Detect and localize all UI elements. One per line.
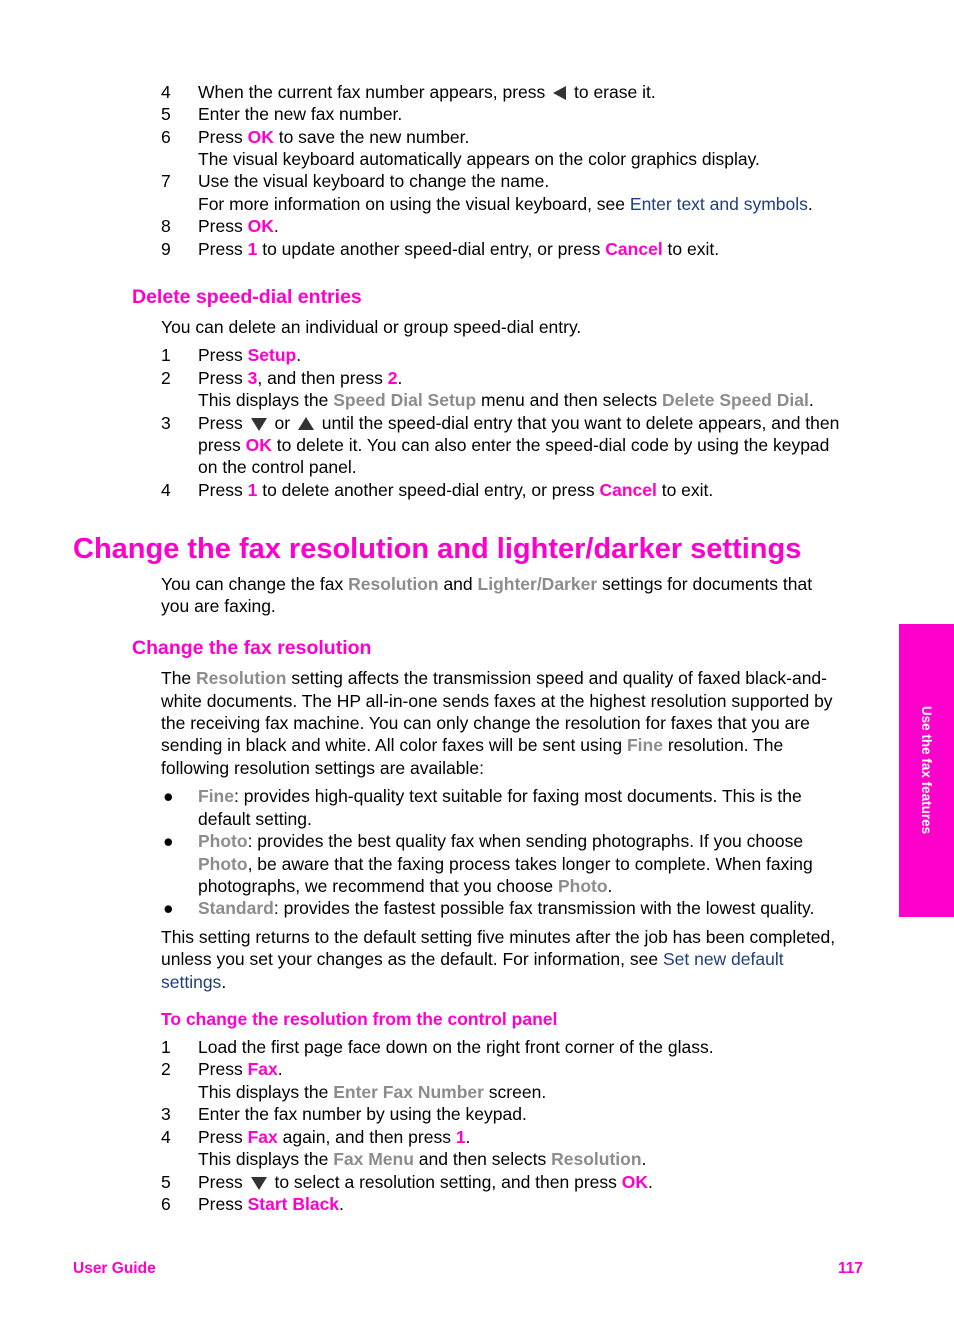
step-number: 1 xyxy=(161,345,171,365)
left-arrow-icon xyxy=(553,86,566,100)
photo-term: Photo xyxy=(557,876,608,896)
step-number: 6 xyxy=(161,1194,171,1214)
setup-key-label: Setup xyxy=(247,345,297,365)
paragraph-line: unless you set your changes as the default. For information, see Set new default xyxy=(161,949,784,969)
step-text: Use the visual keyboard to change the name. xyxy=(198,171,550,191)
main-intro: You can change the fax Resolution and Lighter/Darker settings for documents that xyxy=(161,574,813,594)
step-text: Enter the new fax number. xyxy=(198,104,403,124)
step-number: 4 xyxy=(161,1127,171,1147)
fax-key-label: Fax xyxy=(247,1127,278,1147)
step-note: This displays the Enter Fax Number screen. xyxy=(198,1082,547,1102)
resolution-setting-name: Resolution xyxy=(196,668,287,688)
step-text: Press OK. xyxy=(198,216,279,236)
step-note: This displays the Speed Dial Setup menu and then selects Delete Speed Dial. xyxy=(198,390,814,410)
chapter-side-tab[interactable] xyxy=(899,624,954,917)
standard-term: Standard xyxy=(198,898,274,918)
step-number: 8 xyxy=(161,216,171,236)
step-number: 5 xyxy=(161,104,171,124)
paragraph-line: the receiving fax machine. You can only change the resolution for faxes that you are xyxy=(161,713,810,733)
step-note: This displays the Fax Menu and then selects Resolution. xyxy=(198,1149,647,1169)
key-1-label: 1 xyxy=(455,1127,466,1147)
step-text-line-3: on the control panel. xyxy=(198,457,357,477)
step-number: 2 xyxy=(161,368,171,388)
bullet-text: Photo: provides the best quality fax when sending photographs. If you choose xyxy=(198,831,804,851)
link-set-new-default-settings[interactable]: Set new default xyxy=(662,949,784,969)
cancel-key-label: Cancel xyxy=(599,480,657,500)
step-note: The visual keyboard automatically appears on the color graphics display. xyxy=(198,149,760,169)
ok-key-label: OK xyxy=(245,435,272,455)
link-set-new-default-settings-cont[interactable]: settings xyxy=(161,972,222,992)
main-intro-line-2: you are faxing. xyxy=(161,596,276,616)
step-number: 3 xyxy=(161,413,171,433)
bullet-marker: ● xyxy=(163,831,174,851)
step-number: 4 xyxy=(161,480,171,500)
step-number: 5 xyxy=(161,1172,171,1192)
footer-guide-name: User Guide xyxy=(73,1260,156,1277)
bullet-text: Fine: provides high-quality text suitable for faxing most documents. This is the xyxy=(198,786,802,806)
step-text: Enter the fax number by using the keypad. xyxy=(198,1104,527,1124)
chapter-side-tab-label: Use the fax features xyxy=(919,705,935,835)
step-number: 9 xyxy=(161,239,171,259)
menu-item-name: Resolution xyxy=(551,1149,642,1169)
screen-name: Enter Fax Number xyxy=(333,1082,484,1102)
section-intro: You can delete an individual or group speed-dial entry. xyxy=(161,317,582,337)
down-arrow-icon xyxy=(251,418,267,431)
paragraph-line: The Resolution setting affects the transmission speed and quality of faxed black-and- xyxy=(161,668,827,688)
step-number: 4 xyxy=(161,82,171,102)
step-text: Press Start Black. xyxy=(198,1194,344,1214)
link-enter-text-and-symbols[interactable]: Enter text and symbols xyxy=(629,194,808,214)
step-text: Press Fax. xyxy=(198,1059,283,1079)
fax-key-label: Fax xyxy=(247,1059,278,1079)
bullet-text: Standard: provides the fastest possible fax transmission with the lowest quality. xyxy=(198,898,815,918)
key-1-label: 1 xyxy=(247,239,258,259)
fine-term: Fine xyxy=(198,786,234,806)
bullet-text-line-2: default setting. xyxy=(198,809,312,829)
up-arrow-icon xyxy=(298,417,314,430)
photo-term: Photo xyxy=(198,854,248,874)
bullet-marker: ● xyxy=(163,786,174,806)
section-heading-fax-resolution: Change the fax resolution xyxy=(132,637,372,659)
start-black-key-label: Start Black xyxy=(247,1194,340,1214)
procedure-heading: To change the resolution from the control panel xyxy=(161,1009,558,1029)
ok-key-label: OK xyxy=(247,216,274,236)
footer-page-number: 117 xyxy=(838,1260,864,1277)
key-1-label: 1 xyxy=(247,480,258,500)
step-text: Press OK to save the new number. xyxy=(198,127,470,147)
step-text: When the current fax number appears, press to erase it. xyxy=(198,82,656,102)
down-arrow-icon xyxy=(251,1177,267,1190)
key-3-label: 3 xyxy=(247,368,258,388)
lighter-darker-setting-name: Lighter/Darker xyxy=(477,574,598,594)
menu-item-name: Delete Speed Dial xyxy=(661,390,809,410)
step-text: Load the first page face down on the right front corner of the glass. xyxy=(198,1037,714,1057)
cancel-key-label: Cancel xyxy=(605,239,663,259)
step-number: 2 xyxy=(161,1059,171,1079)
ok-key-label: OK xyxy=(621,1172,649,1192)
step-text: Press Fax again, and then press 1. xyxy=(198,1127,471,1147)
bullet-marker: ● xyxy=(163,898,174,918)
ok-key-label: OK xyxy=(247,127,274,147)
fine-setting-name: Fine xyxy=(626,735,663,755)
section-heading-delete-speed-dial: Delete speed-dial entries xyxy=(132,286,362,308)
bullet-text-line-2: Photo, be aware that the faxing process takes longer to complete. When faxing xyxy=(198,854,813,874)
step-text: Press to select a resolution setting, and then press OK. xyxy=(198,1172,653,1192)
step-text: Press Setup. xyxy=(198,345,302,365)
menu-name: Speed Dial Setup xyxy=(333,390,477,410)
step-text: Press or until the speed-dial entry that you want to delete appears, and then xyxy=(198,413,840,433)
step-text: Press 1 to delete another speed-dial entry, or press Cancel to exit. xyxy=(198,480,714,500)
resolution-setting-name: Resolution xyxy=(348,574,439,594)
paragraph-line: white documents. The HP all-in-one sends faxes at the highest resolution supported by xyxy=(161,691,833,711)
paragraph-line: sending in black and white. All color faxes will be sent using Fine resolution. The xyxy=(161,735,784,755)
step-number: 3 xyxy=(161,1104,171,1124)
step-number: 6 xyxy=(161,127,171,147)
step-text-line-2: press OK to delete it. You can also enter the speed-dial code by using the keypad xyxy=(198,435,830,455)
page-title: Change the fax resolution and lighter/darker settings xyxy=(73,533,802,565)
menu-name: Fax Menu xyxy=(333,1149,414,1169)
paragraph-line: following resolution settings are available: xyxy=(161,758,484,778)
paragraph-line: This setting returns to the default setting five minutes after the job has been completed, xyxy=(161,927,836,947)
step-text: Press 3, and then press 2. xyxy=(198,368,403,388)
step-text: Press 1 to update another speed-dial entry, or press Cancel to exit. xyxy=(198,239,720,259)
step-number: 1 xyxy=(161,1037,171,1057)
photo-term: Photo xyxy=(198,831,248,851)
key-2-label: 2 xyxy=(387,368,398,388)
step-number: 7 xyxy=(161,171,171,191)
step-note: For more information on using the visual keyboard, see Enter text and symbols. xyxy=(198,194,813,214)
paragraph-line: settings. xyxy=(161,972,227,992)
bullet-text-line-3: photographs, we recommend that you choose Photo. xyxy=(198,876,613,896)
